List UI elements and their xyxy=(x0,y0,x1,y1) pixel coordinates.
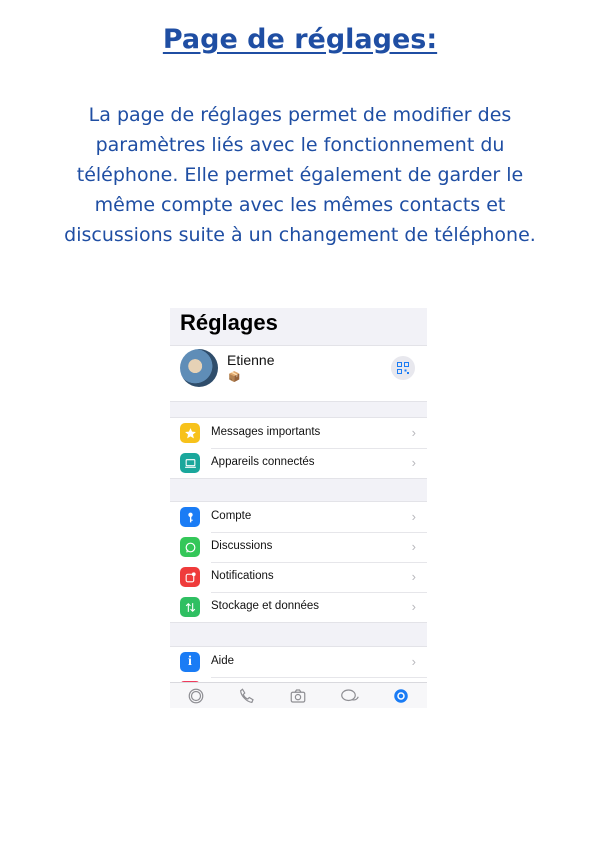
profile-status-emoji: 📦 xyxy=(228,372,241,383)
settings-group-1 xyxy=(170,417,427,479)
key-icon xyxy=(180,507,200,527)
notification-icon xyxy=(180,567,200,587)
avatar[interactable] xyxy=(180,349,218,387)
settings-row-label: Appareils connectés xyxy=(211,456,315,468)
laptop-icon xyxy=(180,453,200,473)
settings-row-notifications[interactable] xyxy=(170,562,427,592)
settings-row-aide[interactable] xyxy=(170,647,427,677)
qr-code-icon[interactable] xyxy=(391,356,415,380)
intro-paragraph: La page de réglages permet de modifier des paramètres liés avec le fonctionnement du téléphone. Elle permet également de garder le même compte avec les mêmes contacts et discussions suite à un changement de téléphone. xyxy=(64,104,536,246)
settings-row-messages-importants[interactable] xyxy=(170,418,427,448)
settings-tab-icon[interactable] xyxy=(391,686,411,706)
calls-tab-icon[interactable] xyxy=(237,686,257,706)
chevron-right-icon: › xyxy=(411,599,416,614)
settings-row-appareils-connectes[interactable] xyxy=(170,448,427,478)
chevron-right-icon: › xyxy=(411,654,416,669)
chevron-right-icon: › xyxy=(411,509,416,524)
chevron-right-icon: › xyxy=(411,425,416,440)
page-heading: Page de réglages: xyxy=(162,24,438,55)
settings-row-compte[interactable] xyxy=(170,502,427,532)
chevron-right-icon: › xyxy=(411,455,416,470)
settings-row-label: Aide xyxy=(211,655,235,667)
settings-row-label: Stockage et données xyxy=(211,600,320,612)
settings-group-2 xyxy=(170,501,427,623)
settings-title: Réglages xyxy=(180,310,278,335)
settings-row-label: Compte xyxy=(211,510,252,522)
star-icon xyxy=(180,423,200,443)
settings-row-label: Notifications xyxy=(211,570,274,582)
info-icon: i xyxy=(180,652,200,672)
settings-row-discussions[interactable] xyxy=(170,532,427,562)
whatsapp-icon xyxy=(180,537,200,557)
status-tab-icon[interactable] xyxy=(186,686,206,706)
settings-row-stockage[interactable] xyxy=(170,592,427,622)
chats-tab-icon[interactable] xyxy=(340,686,360,706)
storage-arrows-icon xyxy=(180,597,200,617)
chevron-right-icon: › xyxy=(411,569,416,584)
profile-name: Etienne xyxy=(227,352,275,368)
profile-row[interactable] xyxy=(170,345,427,402)
chevron-right-icon: › xyxy=(411,539,416,554)
settings-screenshot xyxy=(170,308,427,708)
settings-row-label: Messages importants xyxy=(211,426,321,438)
settings-row-label: Discussions xyxy=(211,540,273,552)
tab-bar xyxy=(170,682,427,708)
camera-tab-icon[interactable] xyxy=(288,686,308,706)
